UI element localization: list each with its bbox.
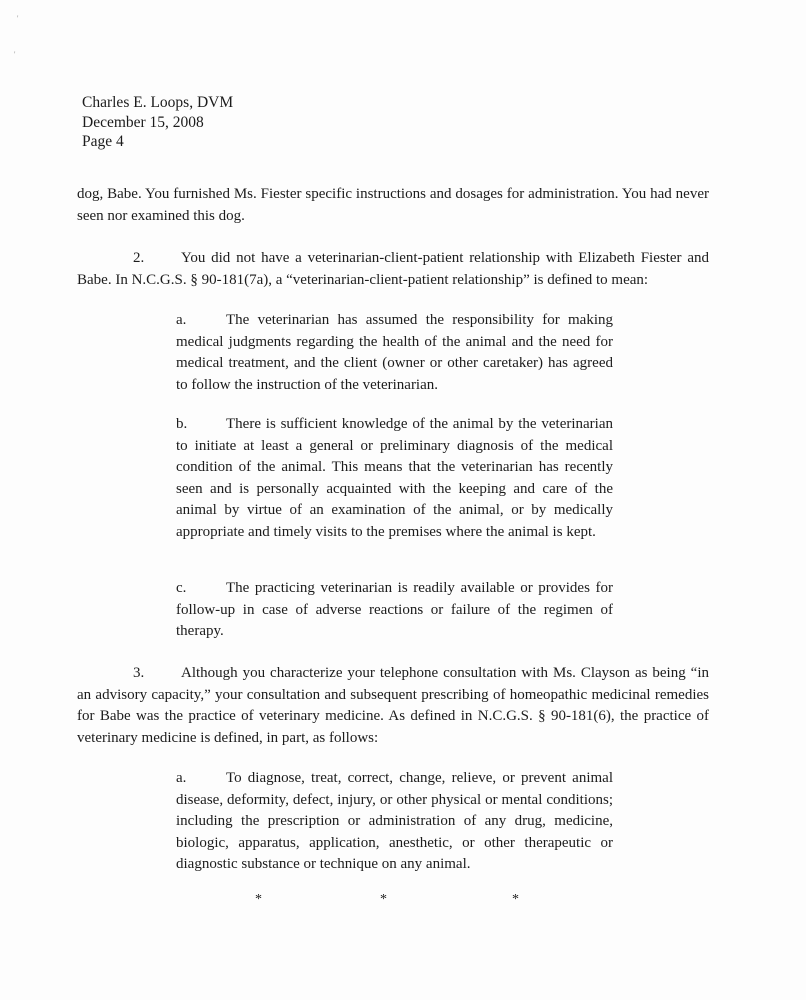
letter-header (82, 93, 233, 152)
paragraph-3 (77, 663, 709, 749)
item-label: a. (176, 770, 187, 786)
definition-item-a (176, 310, 613, 396)
item-label: c. (176, 580, 187, 596)
paragraph-number: 3. (133, 665, 145, 681)
scan-speck: ' (14, 50, 16, 59)
continuation-paragraph (77, 184, 709, 227)
continuation-text: dog, Babe. You furnished Ms. Fiester specific instructions and dosages for administration. You had never seen nor examined this dog. (77, 186, 709, 224)
definition-item-c (176, 578, 613, 643)
definition-item-b (176, 414, 613, 543)
page-number: Page 4 (82, 133, 124, 150)
separator-star: * (255, 892, 262, 907)
separator-star: * (512, 892, 519, 907)
item-text: The practicing veterinarian is readily available or provides for follow-up in case of adverse reactions or failure of the regimen of therapy. (176, 580, 613, 639)
item-text: There is sufficient knowledge of the animal by the veterinarian to initiate at least a general or preliminary diagnosis of the medical condition of the animal. This means that the veterinarian has recently seen and is personally acquainted with the keeping and care of the animal by virtue of an examination of the animal, or by medically appropriate and timely visits to the premises where the animal is kept. (176, 416, 613, 540)
recipient-name: Charles E. Loops, DVM (82, 94, 234, 111)
practice-definition-item-a (176, 768, 613, 876)
paragraph-text: Although you characterize your telephone consultation with Ms. Clayson as being “in an advisory capacity,” your consultation and subsequent prescribing of homeopathic medicinal remedies for Babe was the practice of veterinary medicine. As defined in N.C.G.S. § 90-181(6), the practice of veterinary medicine is defined, in part, as follows: (77, 665, 709, 746)
scan-speck: ' (17, 14, 19, 23)
item-text: The veterinarian has assumed the responsibility for making medical judgments regarding the health of the animal and the need for medical treatment, and the client (owner or other caretaker) has agreed to follow the instruction of the veterinarian. (176, 312, 613, 393)
item-label: b. (176, 416, 188, 432)
separator-star: * (380, 892, 387, 907)
paragraph-text: You did not have a veterinarian-client-patient relationship with Elizabeth Fiester and Babe. In N.C.G.S. § 90-181(7a), a “veterinarian-client-patient relationship” is defined to mean: (77, 250, 709, 288)
item-label: a. (176, 312, 187, 328)
paragraph-number: 2. (133, 250, 145, 266)
item-text: To diagnose, treat, correct, change, relieve, or prevent animal disease, deformity, defect, injury, or other physical or mental conditions; including the prescription or administration of any drug, medicine, biologic, apparatus, application, anesthetic, or other therapeutic or diagnostic substance or technique on any animal. (176, 770, 613, 872)
paragraph-2 (77, 248, 709, 291)
letter-date: December 15, 2008 (82, 113, 204, 131)
